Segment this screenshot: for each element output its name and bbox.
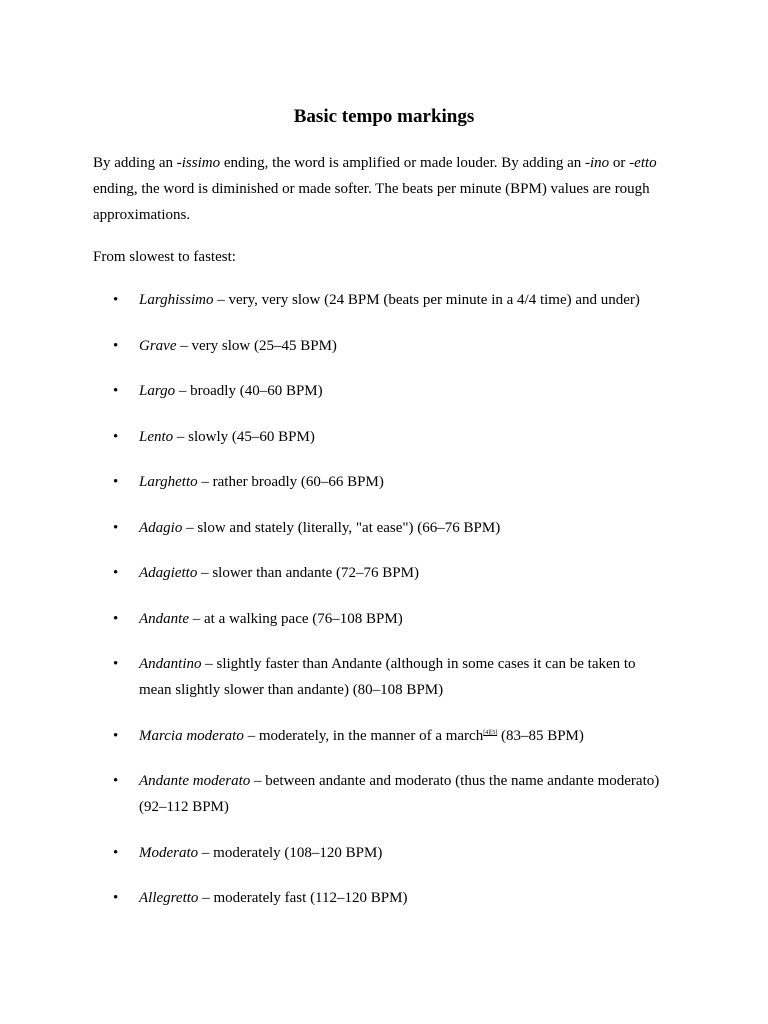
intro-text: ending, the word is diminished or made softer. The beats per minute (BPM) values are rough approximations. xyxy=(93,181,650,223)
intro-text: or - xyxy=(609,155,635,171)
tempo-list-item xyxy=(0,606,669,632)
intro-text: By adding an - xyxy=(93,155,182,171)
tempo-term: Andante xyxy=(139,610,189,627)
tempo-description: – between andante and moderato (thus the name andante moderato) (92–112 BPM) xyxy=(139,773,660,815)
tempo-list xyxy=(0,287,768,931)
tempo-description: – slower than andante (72–76 BPM) xyxy=(197,565,419,581)
tempo-description: – slowly (45–60 BPM) xyxy=(173,428,315,445)
page-title: Basic tempo markings xyxy=(293,106,475,127)
bullet-icon: • xyxy=(113,383,119,399)
tempo-list-item xyxy=(0,651,669,703)
tempo-term: Largo xyxy=(139,383,176,399)
tempo-list-item xyxy=(0,469,669,495)
tempo-description: – broadly (40–60 BPM) xyxy=(175,383,323,399)
tempo-term: Larghetto xyxy=(139,474,198,490)
citation-link[interactable]: [4][5] xyxy=(483,729,498,736)
tempo-list-item xyxy=(0,723,669,749)
tempo-description: – rather broadly (60–66 BPM) xyxy=(197,474,384,490)
tempo-bpm: (83–85 BPM) xyxy=(497,727,584,744)
tempo-list-item xyxy=(0,424,669,450)
tempo-list-item xyxy=(0,840,669,866)
tempo-list-item xyxy=(0,768,669,820)
bullet-icon: • xyxy=(113,890,119,906)
tempo-description: – slow and stately (literally, "at ease") (66–76 BPM) xyxy=(182,519,501,536)
bullet-icon: • xyxy=(113,727,119,744)
tempo-term: Lento xyxy=(139,428,174,445)
tempo-term: Moderato xyxy=(139,844,199,861)
tempo-term: Allegretto xyxy=(139,890,199,906)
suffix-issimo: issimo xyxy=(181,155,221,171)
tempo-term: Andantino xyxy=(139,656,202,672)
intro-paragraph xyxy=(93,150,678,228)
tempo-list-item xyxy=(0,885,669,911)
tempo-list-item xyxy=(0,560,669,586)
bullet-icon: • xyxy=(113,565,119,581)
tempo-description: – slightly faster than Andante (although in some cases it can be taken to mean slightly slower than andante) (80–108 BPM) xyxy=(139,656,636,698)
tempo-description: – at a walking pace (76–108 BPM) xyxy=(189,610,403,627)
bullet-icon: • xyxy=(113,656,119,672)
bullet-icon: • xyxy=(113,337,119,354)
tempo-term: Grave xyxy=(139,337,177,354)
tempo-list-item xyxy=(0,287,669,313)
bullet-icon: • xyxy=(113,773,119,789)
tempo-list-item xyxy=(0,515,669,541)
tempo-term: Adagio xyxy=(139,519,183,536)
bullet-icon: • xyxy=(113,292,119,308)
tempo-list-item xyxy=(0,333,669,359)
tempo-description: – moderately fast (112–120 BPM) xyxy=(198,890,408,906)
tempo-term: Marcia moderato xyxy=(139,727,244,744)
intro-text: ending, the word is amplified or made louder. By adding an - xyxy=(220,155,590,171)
bullet-icon: • xyxy=(113,474,119,490)
suffix-etto: etto xyxy=(634,155,657,171)
suffix-ino: ino xyxy=(590,155,610,171)
bullet-icon: • xyxy=(113,844,119,861)
tempo-term: Adagietto xyxy=(139,565,198,581)
tempo-description: – moderately, in the manner of a march xyxy=(243,727,484,744)
bullet-icon: • xyxy=(113,610,119,627)
tempo-list-item xyxy=(0,378,669,404)
tempo-term: Andante moderato xyxy=(139,773,251,789)
tempo-description: – moderately (108–120 BPM) xyxy=(198,844,383,861)
bullet-icon: • xyxy=(113,428,119,445)
tempo-description: – very slow (25–45 BPM) xyxy=(176,337,337,354)
tempo-term: Larghissimo xyxy=(139,292,214,308)
tempo-description: – very, very slow (24 BPM (beats per minute in a 4/4 time) and under) xyxy=(213,292,640,308)
bullet-icon: • xyxy=(113,519,119,536)
list-lead-text: From slowest to fastest: xyxy=(93,249,236,265)
